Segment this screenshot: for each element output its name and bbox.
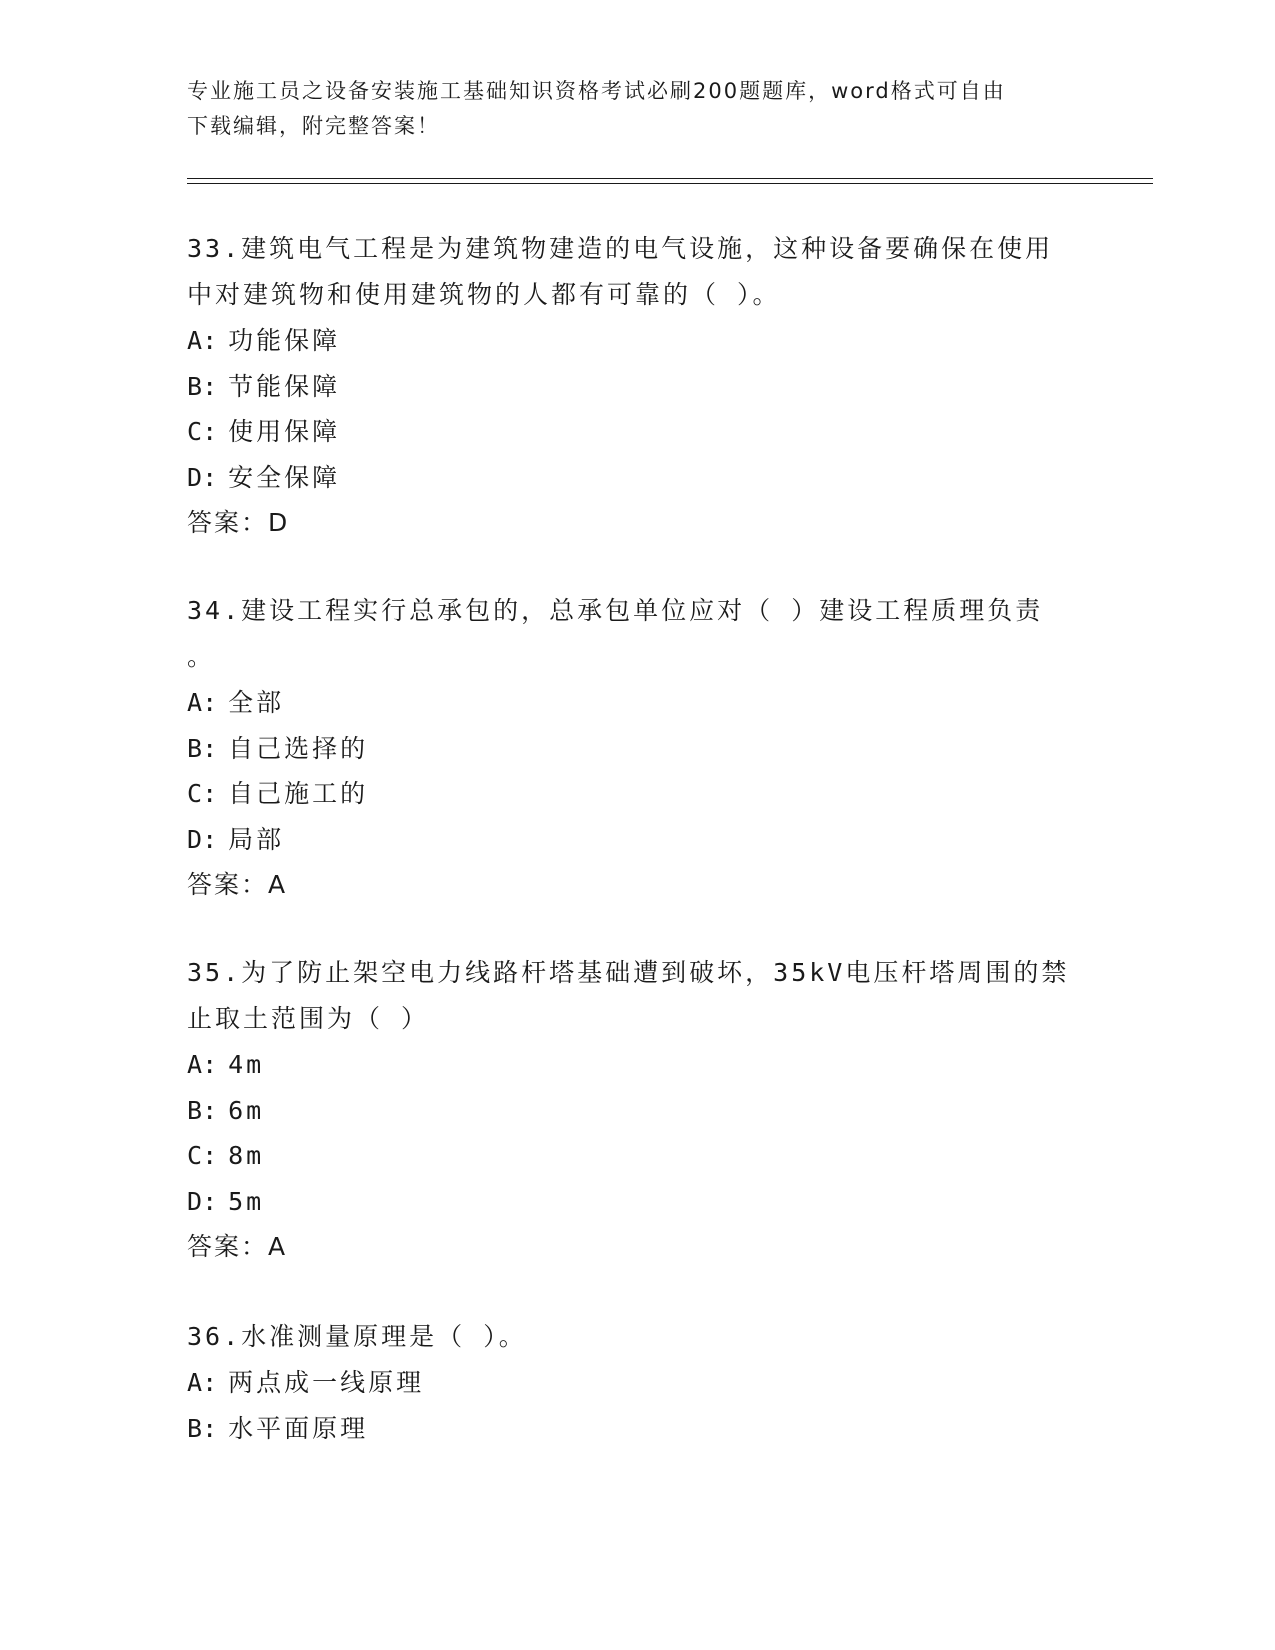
question-34 [187, 588, 1087, 908]
option-text: 安全保障 [228, 462, 341, 492]
option-c: C : 自己施工的 [187, 771, 1087, 817]
option-text: 节能保障 [228, 371, 341, 401]
option-a: A : 功能保障 [187, 318, 1087, 364]
option-b: B : 自己选择的 [187, 726, 1087, 772]
option-d: D : 安全保障 [187, 455, 1087, 501]
question-stem-line-2: 。 [187, 642, 216, 671]
option-text: 水平面原理 [228, 1413, 369, 1443]
option-a: A : 两点成一线原理 [187, 1360, 1087, 1406]
option-text: 使用保障 [228, 417, 341, 446]
question-stem [187, 588, 1087, 680]
option-c: C : 使用保障 [187, 409, 1087, 455]
option-text: 自己施工的 [228, 779, 369, 808]
option-c: C : 8m [187, 1133, 1087, 1179]
question-stem-line-1: 36.水准测量原理是（ ）。 [187, 1322, 527, 1351]
question-stem-line-1: 34.建设工程实行总承包的，总承包单位应对（ ）建设工程质理负责 [187, 596, 1044, 625]
question-35 [187, 950, 1087, 1270]
option-b: B : 6m [187, 1088, 1087, 1134]
option-a: A : 全部 [187, 680, 1087, 726]
header-divider-bottom [187, 183, 1153, 184]
question-33 [187, 226, 1087, 546]
header-line-2: 下载编辑，附完整答案！ [187, 114, 440, 138]
option-d: D : 5m [187, 1179, 1087, 1225]
question-stem-line-1: 33.建筑电气工程是为建筑物建造的电气设施，这种设备要确保在使用 [187, 234, 1054, 263]
option-text: 自己选择的 [228, 733, 369, 763]
question-36 [187, 1314, 1087, 1451]
question-stem [187, 950, 1087, 1042]
option-text: 6m [228, 1095, 265, 1125]
option-text: 8m [228, 1141, 265, 1170]
question-stem [187, 1314, 1087, 1360]
header-divider-top [187, 178, 1153, 179]
question-stem-line-2: 中对建筑物和使用建筑物的人都有可靠的（ ）。 [187, 280, 781, 309]
option-text: 5m [228, 1186, 265, 1216]
document-header [187, 74, 1087, 144]
option-text: 两点成一线原理 [228, 1368, 425, 1397]
option-d: D : 局部 [187, 817, 1087, 863]
answer-line: 答案：A [187, 870, 288, 899]
option-a: A : 4m [187, 1042, 1087, 1088]
answer-line: 答案：D [187, 508, 290, 537]
option-text: 4m [228, 1050, 265, 1079]
question-stem-line-2: 止取土范围为（ ） [187, 1004, 430, 1033]
answer-line: 答案：A [187, 1232, 288, 1261]
option-text: 局部 [228, 824, 285, 854]
header-line-1: 专业施工员之设备安装施工基础知识资格考试必刷200题题库，word格式可自由 [187, 79, 1006, 103]
option-text: 功能保障 [228, 326, 341, 355]
option-text: 全部 [228, 688, 285, 717]
question-stem-line-1: 35.为了防止架空电力线路杆塔基础遭到破坏，35kV电压杆塔周围的禁 [187, 958, 1070, 987]
option-b: B : 水平面原理 [187, 1406, 1087, 1452]
option-b: B : 节能保障 [187, 364, 1087, 410]
question-stem [187, 226, 1087, 318]
